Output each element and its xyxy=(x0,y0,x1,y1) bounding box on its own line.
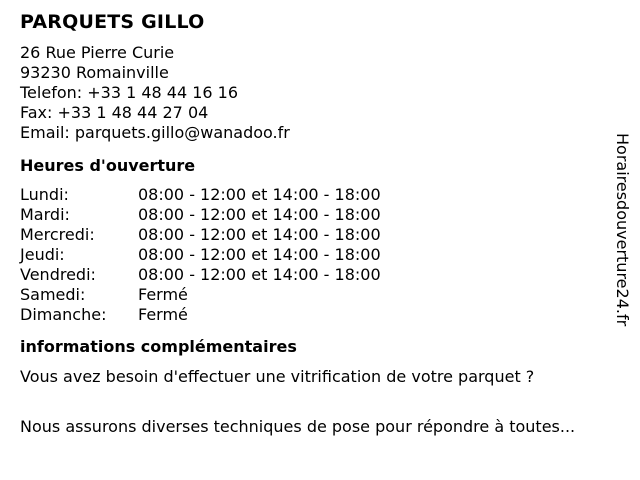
day-label: Dimanche: xyxy=(20,305,107,324)
business-name: PARQUETS GILLO xyxy=(20,11,205,33)
day-label: Mercredi: xyxy=(20,225,95,244)
time-range: 08:00 - 12:00 et 14:00 - 18:00 xyxy=(138,185,381,204)
contact-block xyxy=(20,43,620,143)
site-watermark xyxy=(612,133,632,373)
day-label: Vendredi: xyxy=(20,265,96,284)
opening-hours-heading: Heures d'ouverture xyxy=(20,156,196,175)
fax-number: Fax: +33 1 48 44 27 04 xyxy=(20,103,209,122)
day-label: Mardi: xyxy=(20,205,70,224)
hours-row-monday xyxy=(20,185,620,205)
time-range: 08:00 - 12:00 et 14:00 - 18:00 xyxy=(138,245,381,264)
hours-row-thursday xyxy=(20,245,620,265)
time-range: Fermé xyxy=(138,285,188,304)
phone-number: Telefon: +33 1 48 44 16 16 xyxy=(20,83,239,102)
hours-row-saturday xyxy=(20,285,620,305)
city-address: 93230 Romainville xyxy=(20,63,169,82)
time-range: 08:00 - 12:00 et 14:00 - 18:00 xyxy=(138,225,381,244)
opening-hours-table xyxy=(20,185,620,325)
hours-row-sunday xyxy=(20,305,620,325)
time-range: 08:00 - 12:00 et 14:00 - 18:00 xyxy=(138,265,381,284)
info-paragraph: Nous assurons diverses techniques de pose pour répondre à toutes... xyxy=(20,417,576,436)
additional-info-heading: informations complémentaires xyxy=(20,337,297,356)
business-card xyxy=(20,10,620,437)
hours-row-friday xyxy=(20,265,620,285)
hours-row-wednesday xyxy=(20,225,620,245)
day-label: Lundi: xyxy=(20,185,69,204)
time-range: Fermé xyxy=(138,305,188,324)
day-label: Samedi: xyxy=(20,285,86,304)
day-label: Jeudi: xyxy=(20,245,65,264)
email-address: Email: parquets.gillo@wanadoo.fr xyxy=(20,123,290,142)
hours-row-tuesday xyxy=(20,205,620,225)
watermark-text: Horairesdouverture24.fr xyxy=(613,133,632,327)
time-range: 08:00 - 12:00 et 14:00 - 18:00 xyxy=(138,205,381,224)
street-address: 26 Rue Pierre Curie xyxy=(20,43,175,62)
info-paragraph: Vous avez besoin d'effectuer une vitrification de votre parquet ? xyxy=(20,367,535,386)
